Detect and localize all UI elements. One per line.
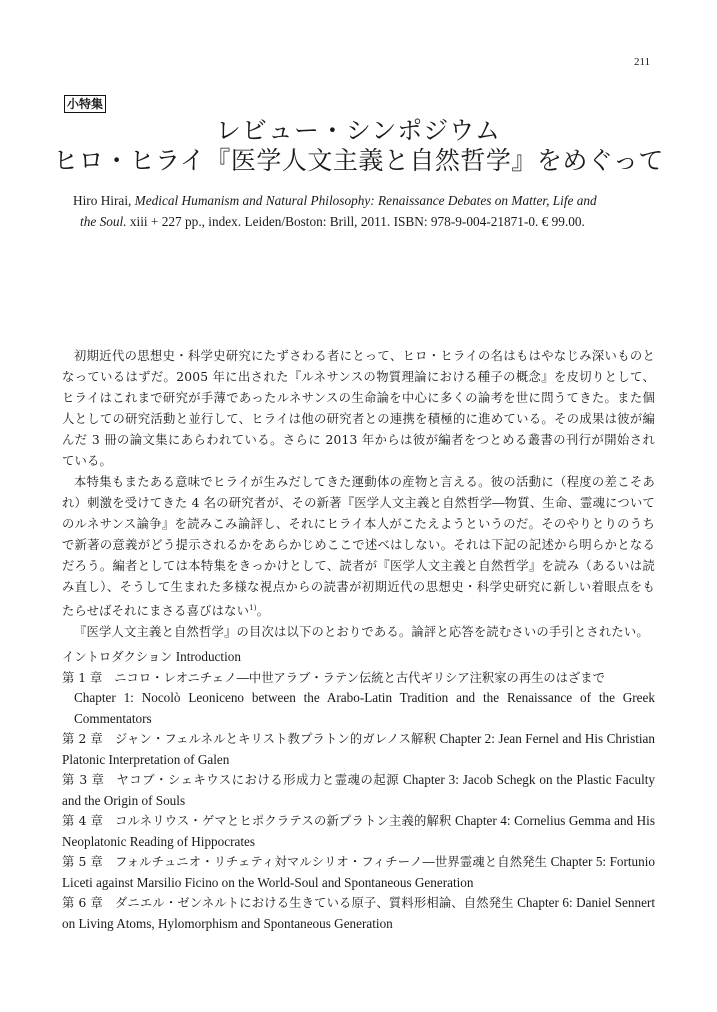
title-line-2: ヒロ・ヒライ『医学人文主義と自然哲学』をめぐって — [53, 146, 664, 175]
chapter-number: 第 1 章 — [62, 670, 103, 685]
book-title: Medical Humanism and Natural Philosophy: Renaissance Debates on Matter, Life and — [134, 193, 597, 208]
chapter-number: 第 6 章 — [62, 896, 103, 910]
paragraph-end: 。 — [256, 604, 270, 619]
title-line-1: レビュー・シンポジウム — [215, 116, 502, 145]
bibliographic-entry — [73, 190, 655, 232]
page-number: 211 — [634, 56, 651, 68]
chapter-title-en: Chapter 5: Fortunio Liceti against Marsilio Ficino on the World-Soul and Spontaneous Generation — [62, 854, 655, 890]
chapter-title-en: Chapter 4: Cornelius Gemma and His Neoplatonic Reading of Hippocrates — [62, 813, 655, 849]
toc-chapter — [62, 811, 655, 852]
chapter-title-en: Chapter 1: Nocolò Leoniceno between the Arabo-Latin Tradition and the Renaissance of the Greek Commentators — [74, 690, 655, 726]
toc-chapter — [62, 852, 655, 893]
chapter-title-en: Chapter 6: Daniel Sennert on Living Atoms, Hylomorphism and Spontaneous Generation — [62, 895, 655, 931]
table-of-contents — [62, 647, 655, 934]
section-tag: 小特集 — [64, 95, 106, 113]
chapter-number: 第 2 章 — [62, 732, 103, 746]
chapter-title-ja: ヤコブ・シェキウスにおける形成力と霊魂の起源 — [116, 773, 400, 787]
chapter-title-ja: ジャン・フェルネルとキリスト教プラトン的ガレノス解釈 — [114, 732, 437, 746]
footnote-marker[interactable]: 1) — [249, 604, 257, 612]
chapter-title-ja: フォルチュニオ・リチェティ対マルシリオ・フィチーノ―世界霊魂と自然発生 — [114, 855, 548, 869]
paragraph: 初期近代の思想史・科学史研究にたずさわる者にとって、ヒロ・ヒライの名はもはやなじみ深いものとなっているはずだ。2005 年に出された『ルネサンスの物質理論における種子の概念』を皮切りとして、ヒライはこれまで研究が手薄であったルネサンスの生命論を中心に多くの論考を世に問うてきた。また個人としての研究活動と並行して、ヒライは他の研究者との連携を積極的に進めている。その成果は彼が編んだ 3 冊の論文集にあらわれている。さらに 2013 年からは彼が編者をつとめる叢書の刊行が開始されている。 — [62, 349, 655, 468]
chapter-number: 第 3 章 — [62, 773, 105, 787]
toc-chapter — [62, 893, 655, 934]
paragraph — [62, 472, 655, 622]
chapter-number: 第 4 章 — [62, 814, 104, 828]
toc-chapter — [62, 729, 655, 770]
chapter-title-en: Chapter 3: Jacob Schegk on the Plastic Faculty and the Origin of Souls — [62, 772, 655, 808]
book-details: xiii + 227 pp., index. Leiden/Boston: Brill, 2011. ISBN: 978-9-004-21871-0. € 99.00. — [126, 214, 585, 229]
toc-intro — [62, 647, 655, 668]
book-author: Hiro Hirai, — [73, 193, 135, 208]
chapter-title-ja: コルネリウス・ゲマとヒポクラテスの新プラトン主義的解釈 — [115, 814, 452, 828]
toc-chapter — [62, 668, 655, 730]
paragraph-text: 本特集もまたある意味でヒライが生みだしてきた運動体の産物と言える。彼の活動に（程度の差こそあれ）刺激を受けてきた 4 名の研究者が、その新著『医学人文主義と自然哲学―物質、生命、霊魂についてのルネサンス論争』を読みこみ論評し、それにヒライ本人がこたえようというのだ。そのやりとりのうちで新著の意義がどう提示されるかをあらかじめここで述べはしない。それは下記の記述から明らかとなるだろう。編者としては本特集をきっかけとして、読者が『医学人文主義と自然哲学』を読み（あるいは読み直し）、そうして生まれた多様な視点からの読書が初期近代の思想史・科学史研究に新しい着眼点をもたらせばそれにまさる喜びはない — [62, 475, 655, 619]
chapter-number: 第 5 章 — [62, 855, 103, 869]
paragraph: 『医学人文主義と自然哲学』の目次は以下のとおりである。論評と応答を読むさいの手引とされたい。 — [74, 625, 649, 640]
book-title-cont: the Soul. — [80, 214, 127, 229]
chapter-title-ja: ダニエル・ゼンネルトにおける生きている原子、質料形相論、自然発生 — [114, 896, 514, 910]
toc-chapter — [62, 770, 655, 811]
chapter-title-en: Chapter 2: Jean Fernel and His Christian Platonic Interpretation of Galen — [62, 731, 655, 767]
toc-intro-en: Introduction — [172, 649, 241, 664]
body-text — [62, 346, 655, 643]
chapter-title-ja: ニコロ・レオニチェノ―中世アラブ・ラテン伝統と古代ギリシア注釈家の再生のはざまで — [114, 670, 605, 685]
toc-intro-ja: イントロダクション — [62, 650, 173, 664]
